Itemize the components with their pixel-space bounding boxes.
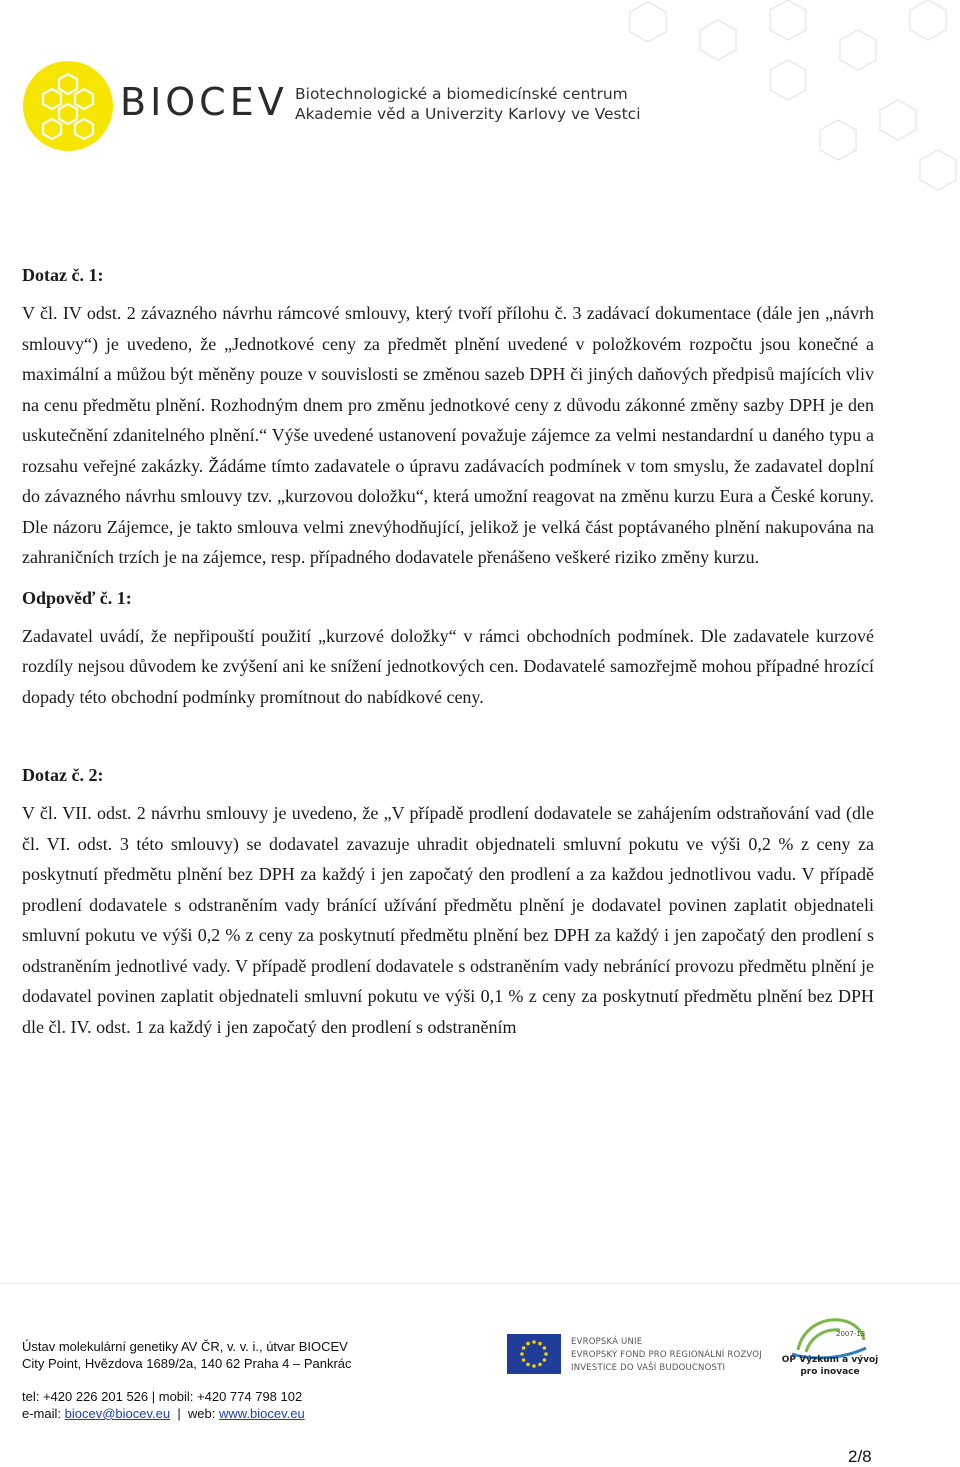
answer-1-heading: Odpověď č. 1: bbox=[22, 587, 132, 608]
web-link[interactable]: www.biocev.eu bbox=[219, 1406, 305, 1421]
footer-phone-line: tel: +420 226 201 526 | mobil: +420 774 798 102 bbox=[22, 1389, 303, 1404]
footer-org-line: Ústav molekulární genetiky AV ČR, v. v. i., útvar BIOCEV bbox=[22, 1339, 348, 1354]
op-program-text bbox=[780, 1354, 880, 1378]
footer-address bbox=[22, 1338, 352, 1372]
footer-contact bbox=[22, 1388, 305, 1422]
question-2-text: V čl. VII. odst. 2 návrhu smlouvy je uvedeno, že „V případě prodlení dodavatele se zahájením odstraňování vad (dle čl. VI. odst. 3 této smlouvy) se dodavatel zavazuje uhradit objednateli smluvní pokutu ve výši 0,2 % z ceny za poskytnutí předmětu plnění bez DPH za každý i jen započatý den prodlení a za každou jednotlivou vadu. V případě prodlení dodavatele s odstraněním vady bránící užívání předmětu plnění je dodavatel povinen zaplatit objednateli smluvní pokutu ve výši 0,2 % z ceny za poskytnutí předmětu plnění bez DPH za každý i jen započatý den prodlení s odstraněním jednotlivé vady. V případě prodlení dodavatele s odstraněním vady nebránící provozu předmětu plnění je dodavatel povinen zaplatit objednateli smluvní pokutu ve výši 0,1 % z ceny za poskytnutí předmětu plnění bez DPH dle čl. IV. odst. 1 za každý i jen započatý den prodlení s odstraněním bbox=[22, 803, 874, 1037]
eu-line-2: EVROPSKÝ FOND PRO REGIONÁLNÍ ROZVOJ bbox=[571, 1350, 762, 1360]
logo-subtitle-line-1: Biotechnologické a biomedicínské centrum bbox=[295, 85, 628, 103]
page-number: 2/8 bbox=[848, 1447, 872, 1466]
op-years-label: 2007-13 bbox=[836, 1330, 866, 1338]
eu-flag-icon bbox=[507, 1334, 561, 1374]
op-line-1: OP Výzkum a vývoj bbox=[781, 1355, 879, 1365]
eu-fund-text bbox=[571, 1336, 762, 1375]
biocev-logo-icon bbox=[22, 60, 114, 152]
question-1-heading: Dotaz č. 1: bbox=[22, 265, 104, 285]
document-body bbox=[22, 260, 874, 1042]
op-line-2: pro inovace bbox=[800, 1367, 860, 1377]
web-label: | web: bbox=[170, 1406, 219, 1421]
answer-1-text: Zadavatel uvádí, že nepřipouští použití „kurzové doložky“ v rámci obchodních podmínek. Dle zadavatele kurzové rozdíly nejsou důvodem ke zvýšení ani ke snížení jednotkových cen. Dodavatelé samozřejmě mohou případné hrozící dopady této obchodní podmínky promítnout do nabídkové ceny. bbox=[22, 625, 874, 707]
footer-divider bbox=[0, 1283, 960, 1284]
question-2-heading: Dotaz č. 2: bbox=[22, 765, 104, 785]
footer-address-line: City Point, Hvězdova 1689/2a, 140 62 Praha 4 – Pankrác bbox=[22, 1356, 352, 1371]
footer-email-web-line bbox=[22, 1405, 305, 1422]
email-link[interactable]: biocev@biocev.eu bbox=[64, 1406, 171, 1421]
email-label: e-mail: bbox=[22, 1406, 65, 1421]
eu-line-3: INVESTICE DO VAŠÍ BUDOUCNOSTI bbox=[571, 1363, 726, 1373]
logo-subtitle bbox=[295, 84, 641, 124]
logo-wordmark: BIOCEV bbox=[120, 80, 288, 124]
logo-subtitle-line-2: Akademie věd a Univerzity Karlovy ve Vestci bbox=[295, 105, 641, 123]
eu-line-1: EVROPSKÁ UNIE bbox=[571, 1337, 643, 1347]
question-1-text: V čl. IV odst. 2 závazného návrhu rámcové smlouvy, který tvoří přílohu č. 3 zadávací dokumentace (dále jen „návrh smlouvy“) je uvedeno, že „Jednotkové ceny za předmět plnění uvedené v položkovém rozpočtu jsou konečné a maximální a můžou být měněny pouze v souvislosti se změnou sazeb DPH či jiných daňových předpisů majících vliv na cenu předmětu plnění. Rozhodným dnem pro změnu jednotkové ceny z důvodu zákonné změny sazby DPH je den uskutečnění zdanitelného plnění.“ Výše uvedené ustanovení považuje zájemce za velmi nestandardní u daného typu a rozsahu veřejné zakázky. Žádáme tímto zadavatele o úpravu zadávacích podmínek v tom smyslu, že zadavatel doplní do závazného návrhu smlouvy tzv. „kurzovou doložku“, která umožní reagovat na změnu kurzu Eura a České koruny. Dle názoru Zájemce, je takto smlouva velmi znevýhodňující, jelikož je velká část poptávaného plnění nakupována na zahraničních trzích je na zájemce, resp. případného dodavatele přenášeno veškeré riziko změny kurzu. bbox=[22, 303, 874, 567]
